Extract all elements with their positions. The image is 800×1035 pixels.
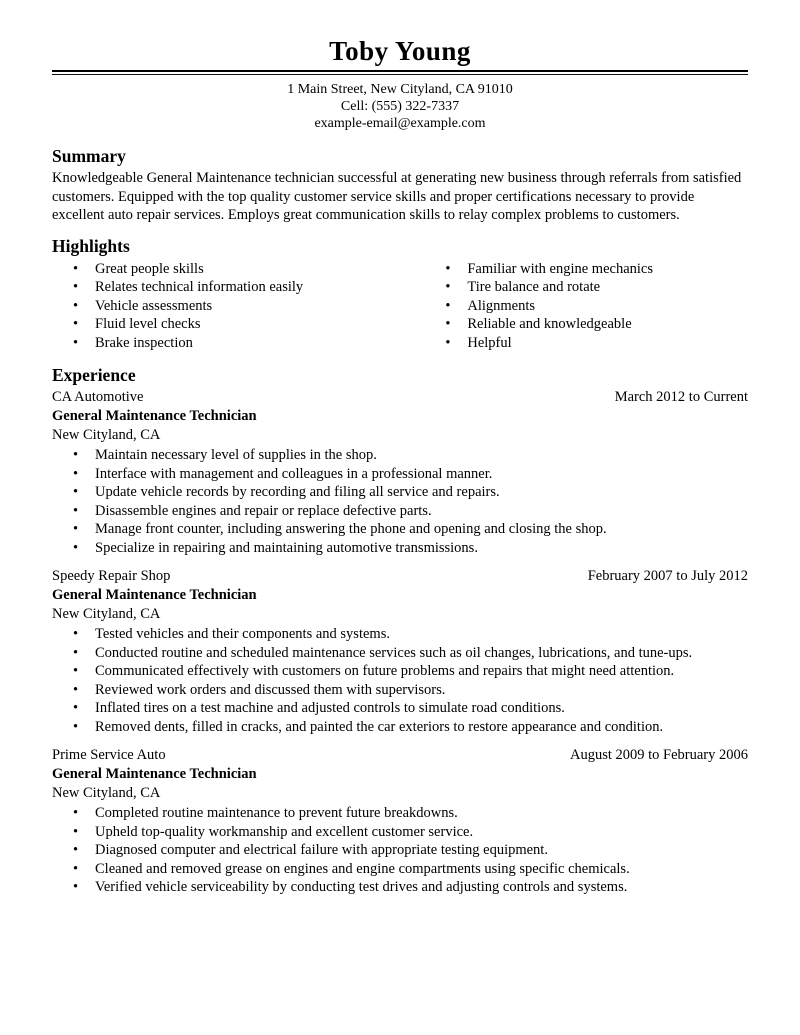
highlight-item: • Brake inspection bbox=[52, 334, 424, 353]
job-duty-item: • Manage front counter, including answering the phone and opening and closing the shop. bbox=[52, 520, 748, 539]
contact-address: 1 Main Street, New Cityland, CA 91010 bbox=[287, 82, 513, 97]
job-header bbox=[52, 567, 748, 586]
experience-heading: Experience bbox=[52, 365, 136, 385]
job-duty-item: • Upheld top-quality workmanship and excellent customer service. bbox=[52, 823, 748, 842]
job-duties-list bbox=[52, 446, 748, 557]
highlight-item: • Vehicle assessments bbox=[52, 297, 424, 316]
highlights-list-left bbox=[52, 260, 424, 353]
highlight-item: • Fluid level checks bbox=[52, 315, 424, 334]
header-divider bbox=[52, 70, 748, 75]
experience-job-2 bbox=[52, 567, 748, 736]
job-dates: March 2012 to Current bbox=[614, 389, 748, 405]
contact-block bbox=[52, 81, 748, 132]
job-duty-item: • Communicated effectively with customers on future problems and repairs that might need attention. bbox=[52, 662, 748, 681]
job-duty-item: • Conducted routine and scheduled maintenance services such as oil changes, lubrications, and tune-ups. bbox=[52, 644, 748, 663]
highlight-item: • Reliable and knowledgeable bbox=[424, 315, 748, 334]
contact-phone: Cell: (555) 322-7337 bbox=[340, 99, 460, 114]
job-location: New Cityland, CA bbox=[52, 785, 161, 801]
job-duty-item: • Interface with management and colleagues in a professional manner. bbox=[52, 465, 748, 484]
job-duty-item: • Removed dents, filled in cracks, and painted the car exteriors to restore appearance and condition. bbox=[52, 718, 748, 737]
highlight-item: • Relates technical information easily bbox=[52, 278, 424, 297]
job-header bbox=[52, 746, 748, 765]
job-location: New Cityland, CA bbox=[52, 606, 161, 622]
highlights-column-left bbox=[52, 260, 424, 353]
job-duty-item: • Verified vehicle serviceability by conducting test drives and adjusting controls and systems. bbox=[52, 878, 748, 897]
summary-text: Knowledgeable General Maintenance technician successful at generating new business through referrals from satisfied customers. Equipped with the top quality customer service skills and proper certifications necessary to provide excellent auto repair services. Employs great communication skills to relay complex problems to customers. bbox=[52, 170, 742, 223]
job-duty-item: • Maintain necessary level of supplies in the shop. bbox=[52, 446, 748, 465]
highlights-columns bbox=[52, 260, 748, 353]
job-employer: Prime Service Auto bbox=[52, 747, 166, 763]
job-dates: February 2007 to July 2012 bbox=[587, 568, 748, 584]
highlight-item: • Familiar with engine mechanics bbox=[424, 260, 748, 279]
highlight-item: • Alignments bbox=[424, 297, 748, 316]
job-duties-list bbox=[52, 804, 748, 897]
job-location: New Cityland, CA bbox=[52, 427, 161, 443]
job-duty-item: • Disassemble engines and repair or replace defective parts. bbox=[52, 502, 748, 521]
job-employer: Speedy Repair Shop bbox=[52, 568, 171, 584]
highlight-item: • Tire balance and rotate bbox=[424, 278, 748, 297]
highlight-item: • Great people skills bbox=[52, 260, 424, 279]
job-header bbox=[52, 388, 748, 407]
highlight-item: • Helpful bbox=[424, 334, 748, 353]
job-duty-item: • Update vehicle records by recording and filing all service and repairs. bbox=[52, 483, 748, 502]
job-title: General Maintenance Technician bbox=[52, 587, 257, 603]
experience-job-3 bbox=[52, 746, 748, 897]
highlights-section bbox=[52, 236, 748, 353]
candidate-name: Toby Young bbox=[329, 36, 471, 66]
job-title: General Maintenance Technician bbox=[52, 408, 257, 424]
job-duty-item: • Reviewed work orders and discussed them with supervisors. bbox=[52, 681, 748, 700]
highlights-list-right bbox=[424, 260, 748, 353]
job-duty-item: • Specialize in repairing and maintaining automotive transmissions. bbox=[52, 539, 748, 558]
highlights-column-right bbox=[424, 260, 748, 353]
job-duty-item: • Diagnosed computer and electrical failure with appropriate testing equipment. bbox=[52, 841, 748, 860]
summary-section bbox=[52, 146, 748, 225]
job-duty-item: • Cleaned and removed grease on engines and engine compartments using specific chemicals. bbox=[52, 860, 748, 879]
job-dates: August 2009 to February 2006 bbox=[569, 747, 748, 763]
job-duty-item: • Tested vehicles and their components and systems. bbox=[52, 625, 748, 644]
highlights-heading: Highlights bbox=[52, 235, 130, 256]
job-duty-item: • Inflated tires on a test machine and adjusted controls to simulate road conditions. bbox=[52, 699, 748, 718]
summary-heading: Summary bbox=[52, 146, 126, 166]
job-title: General Maintenance Technician bbox=[52, 766, 257, 782]
job-duty-item: • Completed routine maintenance to prevent future breakdowns. bbox=[52, 804, 748, 823]
job-employer: CA Automotive bbox=[52, 389, 144, 405]
job-duties-list bbox=[52, 625, 748, 736]
experience-section bbox=[52, 365, 748, 897]
contact-email: example-email@example.com bbox=[314, 116, 486, 131]
experience-job-1 bbox=[52, 388, 748, 557]
